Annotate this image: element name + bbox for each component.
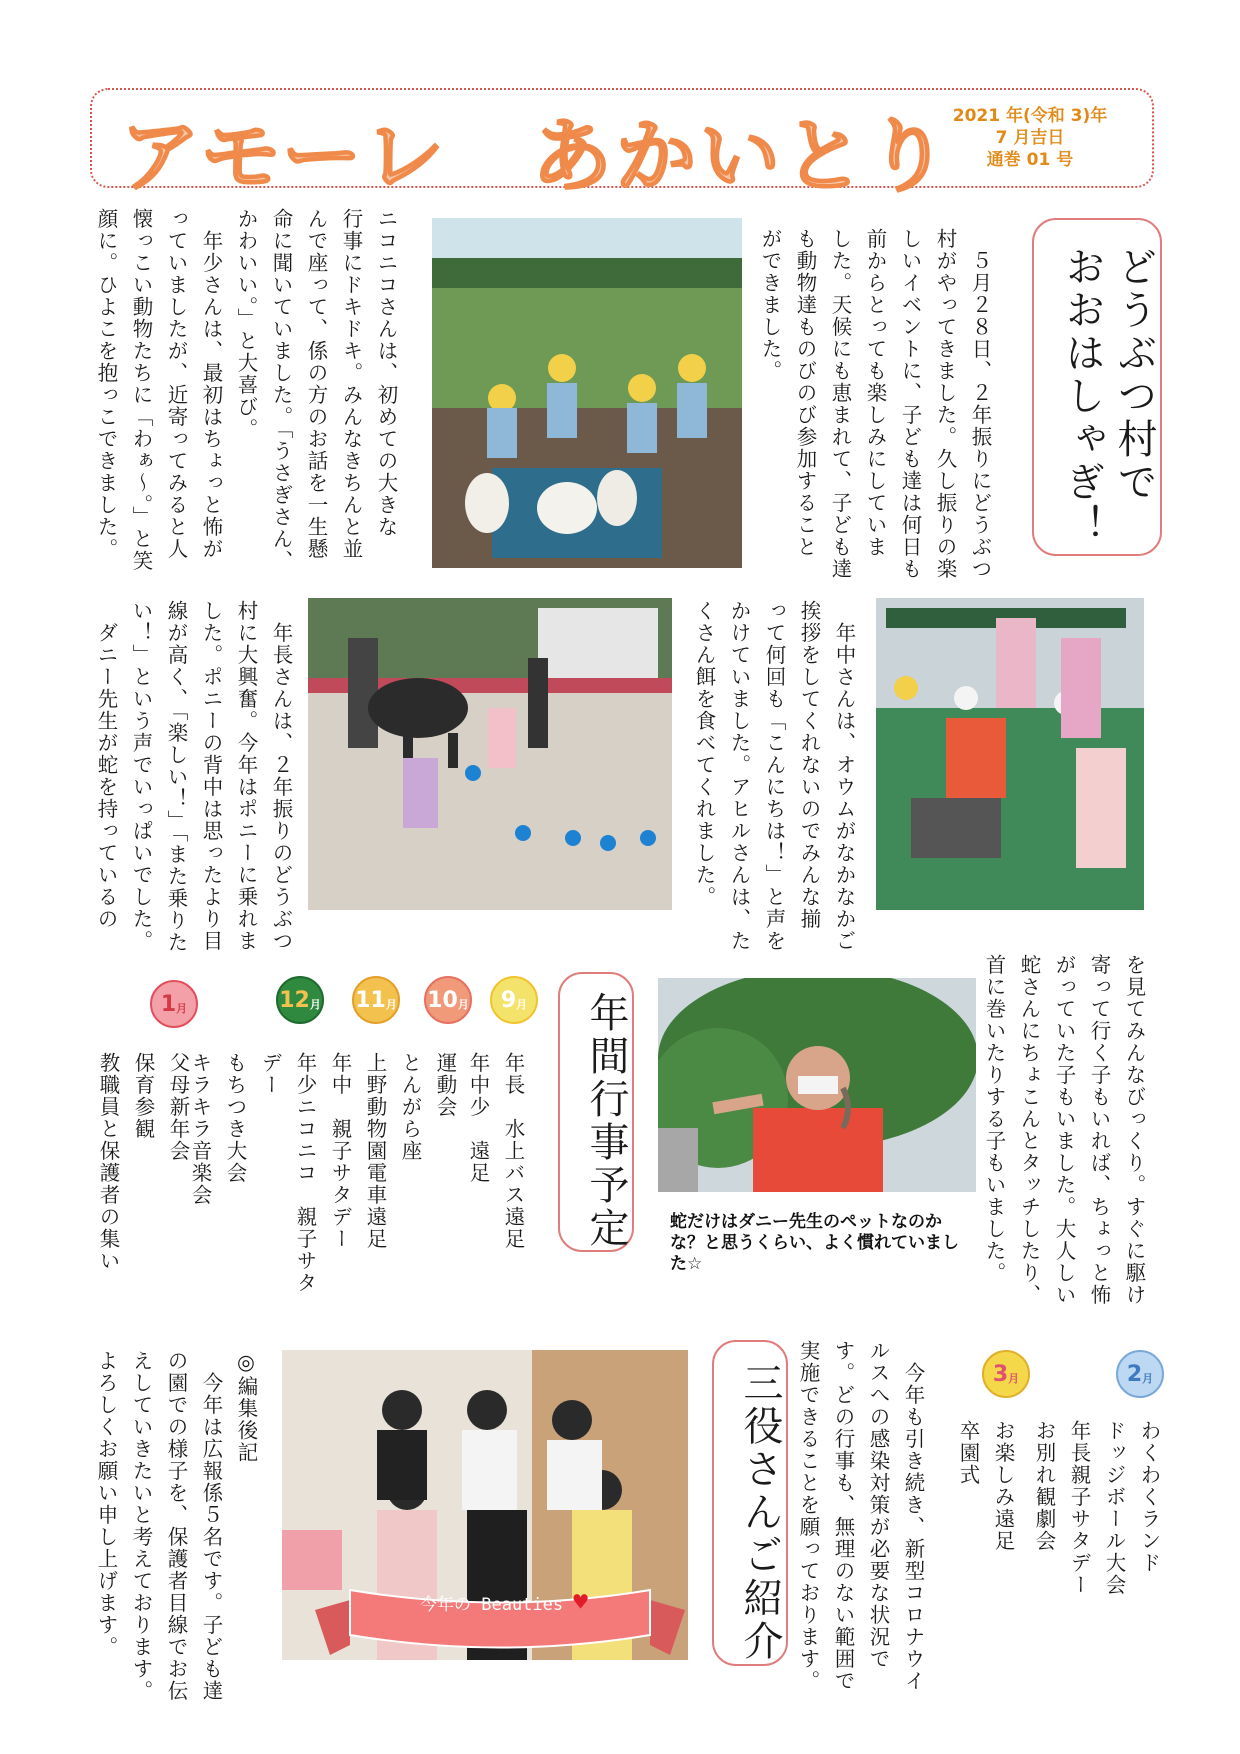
month-number-jan: 1 [160,991,177,1017]
month-suffix-mar: 月 [1008,1372,1020,1385]
beauties-banner-label [420,1588,588,1616]
events-oct: 運動会 とんがら座 [398,1052,457,1162]
month-badge-jan [150,980,198,1028]
sanyaku-heading-box [712,1340,788,1666]
zoo-text-snake: を見てみんなびっくり。すぐに駆け 寄って行く子もいれば、ちょっと怖 がっていた子もいました。大人しい 蛇さんにちょこんとタッチしたり、 首に巻いたりする子もいました。 [982,954,1146,1306]
issue-info [930,105,1130,171]
issue-date-month: 7 月吉日 [995,128,1065,148]
zoo-text-intro: ５月２８日、２年振りにどうぶつ 村がやってきました。久し振りの楽 しいイベントに、子ども達は何日も 前からとっても楽しみにしていま した。天候にも恵まれて、子ども達 も動物達ものびのび参加すること ができました。 [758,228,992,580]
month-badge-feb [1116,1350,1164,1398]
month-suffix-dec: 月 [309,998,321,1011]
photo-teacher-with-snake [658,978,976,1192]
month-suffix-oct: 月 [457,998,469,1011]
afterword-text: ◎編集後記 今年は広報係５名です。子ども達 の園での様子を、保護者目線でお伝 えしていきたいと考えております。 よろしくお願い申し上げます。 [94,1350,258,1702]
zoo-article-heading-box [1032,218,1162,556]
month-suffix-feb: 月 [1142,1372,1154,1385]
month-number-mar: 3 [992,1361,1009,1387]
zoo-text-nenchu: 年中さんは、オウムがなかなかご 挨拶をしてくれないのでみんな揃 って何回も「こんにちは！」と声を かけていました。アヒルさんは、た くさん餌を食べてくれました。 [692,600,856,952]
snake-photo-caption: 蛇だけはダニー先生のペットなのかな？と思うくらい、よく慣れていました☆ [670,1212,959,1274]
month-badge-sep [490,976,538,1024]
month-suffix-nov: 月 [385,998,397,1011]
events-feb: わくわくランド ドッジボール大会 年長親子サタデー お別れ観劇会 [1032,1420,1161,1596]
month-suffix-sep: 月 [516,998,528,1011]
photo-children-with-chickens [432,218,742,568]
month-number-sep: 9 [500,987,517,1013]
events-nov: 上野動物園電車遠足 年中 親子サタデー 年少ニコニコ 親子サタ デー [258,1052,387,1294]
month-number-feb: 2 [1126,1361,1143,1387]
events-jan: 父母新年会 保育参観 教職員と保護者の集い [96,1052,190,1272]
events-mar: お楽しみ遠足 卒園式 [956,1420,1015,1552]
newsletter-title: アモーレ あかいとり [120,110,952,203]
month-number-nov: 11 [355,987,386,1013]
month-badge-dec [276,976,324,1024]
zoo-text-nencho: 年長さんは、２年振りのどうぶつ 村に大興奮。今年はポニーに乗れま した。ポニーの背中は思ったより目 線が高く、「楽しい！」「また乗りた い！」という声でいっぱいでした。 ダニー先生が蛇を持っているの [94,600,293,954]
zoo-text-nikoniko-nensho: ニコニコさんは、初めての大きな 行事にドキドキ。みんなきちんと並 んで座って、係の方のお話を一生懸 命に聞いていました。「うさぎさん、 かわいい。」と大喜び。 年少さんは、最初はちょっと怖が っていましたが、近寄ってみると人 懐っこい動物たちに「わぁ～。」と笑 顔に。ひよこを抱っこできました。 [94,208,398,572]
zoo-article-heading: どうぶつ村で おおはしゃぎ！ [1059,245,1157,547]
sanyaku-heading: 三役さんご紹介 [737,1361,783,1663]
month-badge-mar [982,1350,1030,1398]
month-number-dec: 12 [279,987,310,1013]
month-badge-oct [424,976,472,1024]
month-suffix-jan: 月 [176,1002,188,1015]
events-dec: もちつき大会 キラキラ音楽会 [188,1052,247,1206]
events-heading-box [558,972,634,1252]
heart-icon: ♥ [573,1588,588,1616]
beauties-banner-text: 今年の Beauties [420,1595,564,1615]
month-number-oct: 10 [427,987,458,1013]
events-sep: 年長 水上バス遠足 年中少 遠足 [466,1052,525,1250]
sanyaku-text: 今年も引き続き、新型コロナウイ ルスへの感染対策が必要な状況で す。どの行事も、無理のない範囲で 実施できることを願っております。 [796,1340,925,1692]
events-heading: 年間行事予定 [583,992,629,1250]
photo-children-with-parrot [876,598,1144,910]
issue-number: 通巻 01 号 [986,150,1074,170]
month-badge-nov [352,976,400,1024]
issue-date-year: 2021 年(令和 3)年 [952,106,1108,126]
photo-pony-ride [308,598,672,910]
